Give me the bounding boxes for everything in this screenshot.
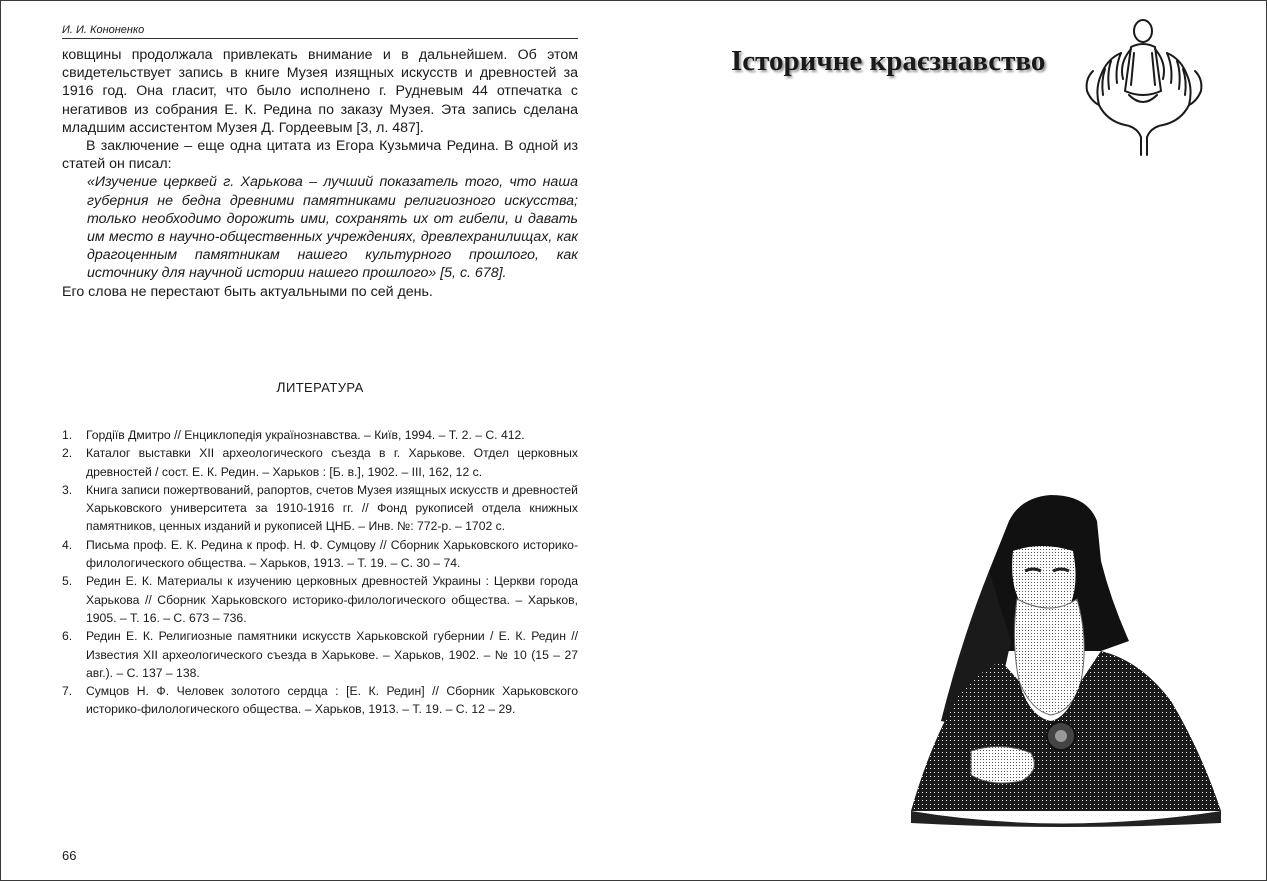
paragraph-1: ковщины продолжала привлекать внимание и в дальнейшем. Об этом свидетельствует запись в книге Музея изящных искусств и древностей за 1916 год. Она гласит, что было исполнено г. Рудневым 44 отпечатка с негативов из собрания Е. К. Редина по заказу Музея. Эта запись сделана младшим ассистентом Музея Д. Гордеевым [3, л. 487].	[62, 47, 578, 136]
body-text	[62, 46, 578, 301]
literature-heading-initial: Л	[276, 379, 286, 395]
literature-heading-rest: ИТЕРАТУРА	[285, 380, 364, 395]
reference-number: 4.	[62, 537, 73, 552]
reference-item	[62, 426, 578, 444]
literature-heading	[62, 379, 578, 395]
reference-item	[62, 536, 578, 573]
section-rubric: Історичне краєзнавство	[731, 45, 1046, 77]
page-number: 66	[62, 848, 77, 863]
reference-number: 6.	[62, 629, 73, 644]
reference-number: 5.	[62, 574, 73, 589]
reference-text: Письма проф. Е. К. Редина к проф. Н. Ф. Сумцову // Сборник Харьковского историко-филологического общества. – Харьков, 1913. – Т. 19. – С. 30 – 74.	[86, 537, 578, 571]
reference-item	[62, 444, 578, 481]
reference-text: Гордіїв Дмитро // Енциклопедія українознавства. – Київ, 1994. – Т. 2. – С. 412.	[86, 428, 525, 442]
reference-text: Редин Е. К. Материалы к изучению церковных древностей Украины : Церкви города Харькова // Сборник Харьковского историко-филологического общества. – Харьков, 1905. – Т. 16. – С. 673 – 736.	[86, 574, 578, 625]
running-head: И. И. Кононенко	[62, 23, 578, 39]
reference-number: 1.	[62, 428, 73, 442]
reference-text: Каталог выставки XII археологического съезда в г. Харькове. Отдел церковных древностей / сост. Е. К. Редин. – Харьков : [Б. в.], 1902. – III, 162, 12 с.	[86, 446, 578, 479]
hands-holding-figure-icon	[1081, 13, 1209, 159]
reference-text: Редин Е. К. Религиозные памятники искусств Харьковской губернии / Е. К. Редин // Известия XII археологического съезда в Харькове. – Харьков, 1902. – № 10 (15 – 27 авг.). – С. 137 – 138.	[86, 629, 578, 680]
reference-item	[62, 572, 578, 627]
reference-text: Книга записи пожертвований, рапортов, счетов Музея изящных искусств и древностей Харьковского университета за 1910-1916 гг. // Фонд рукописей отдела книжных памятников, ценных изданий и рукописей ЦНБ. – Инв. №: 772-р. – 1702 с.	[86, 482, 578, 534]
reference-text: Сумцов Н. Ф. Человек золотого сердца : [Е. К. Редин] // Сборник Харьковского историко-филологического общества. – Харьков, 1913. – Т. 19. – С. 12 – 29.	[86, 684, 578, 717]
reference-item	[62, 627, 578, 682]
paragraph-2: В заключение – еще одна цитата из Егора Кузьмича Редина. В одной из статей он писал:	[62, 138, 578, 173]
reference-number: 3.	[62, 482, 73, 497]
portrait-engraving-icon	[901, 491, 1231, 831]
reference-number: 7.	[62, 684, 73, 699]
reference-item	[62, 682, 578, 719]
reference-item	[62, 481, 578, 536]
reference-number: 2.	[62, 446, 73, 461]
reference-list	[62, 426, 578, 719]
block-quote: «Изучение церквей г. Харькова – лучший показатель того, что наша губерния не бедна древними памятниками религиозного искусства; только необходимо дорожить ими, сохранять их от гибели, и давать им место в научно-общественных учреждениях, древлехранилищах, как драгоценным памятникам нашего культурного прошлого, как источнику для научной истории нашего прошлого» [5, с. 678].	[87, 174, 578, 282]
paragraph-3: Его слова не перестают быть актуальными по сей день.	[62, 283, 433, 300]
